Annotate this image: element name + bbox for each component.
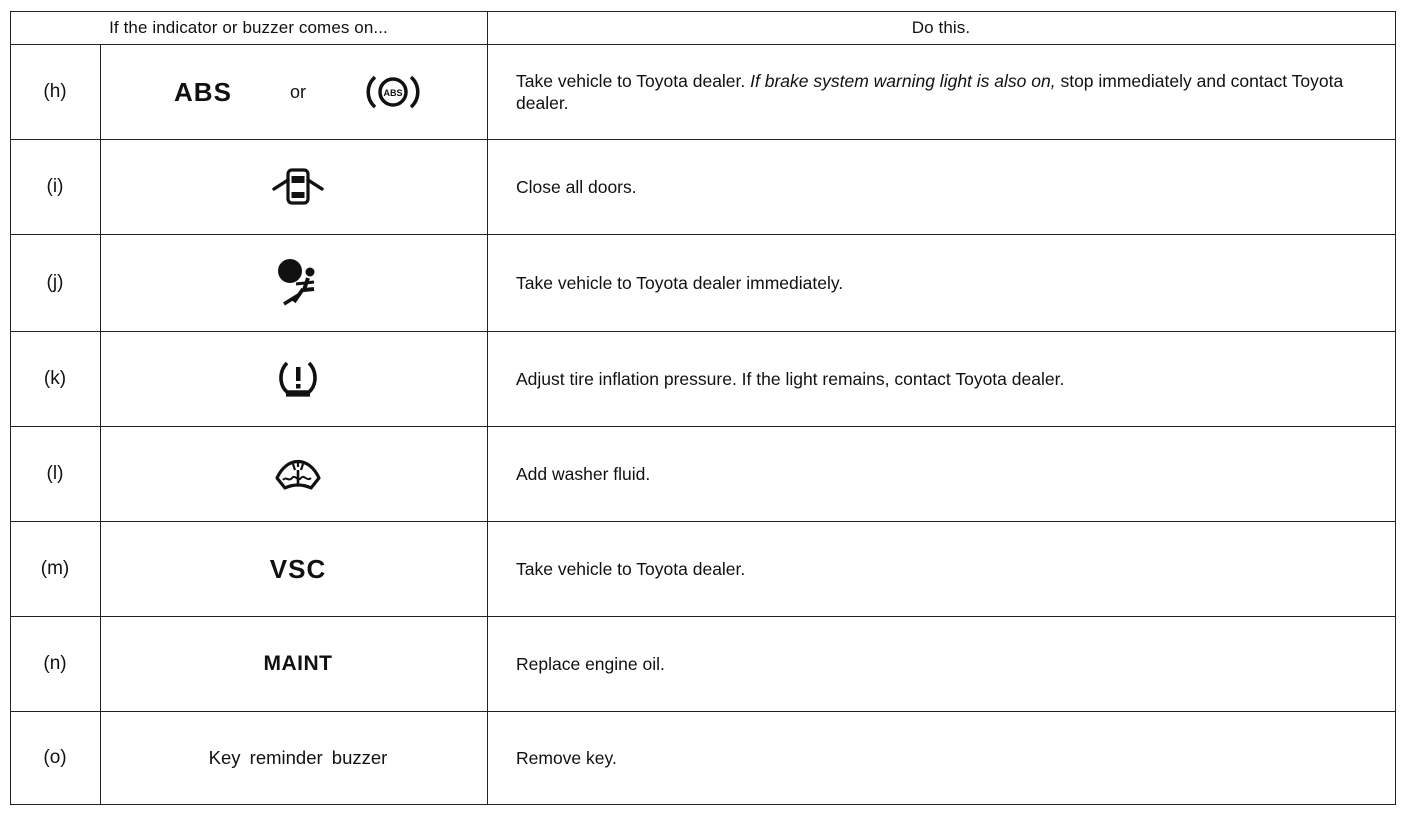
action-text: Adjust tire inflation pressure. If the light remains, contact Toyota dealer.: [516, 369, 1065, 389]
indicator-cell: [100, 45, 496, 139]
action-text-rest: stop immediately and contact Toyota dealer.: [516, 71, 1344, 113]
indicator-cell: [100, 712, 496, 804]
action-text: Close all doors.: [516, 177, 637, 197]
indicator-cell: [100, 617, 496, 711]
table-row-m: [10, 522, 1396, 616]
indicator-cell: [100, 427, 496, 521]
row-code: (h): [43, 81, 67, 102]
action-text: Replace engine oil.: [516, 654, 665, 674]
row-code: (n): [43, 653, 67, 674]
action-text-italic: If brake system warning light is also on,: [750, 71, 1056, 91]
row-code: (i): [46, 176, 64, 197]
table-row-i: [10, 140, 1396, 234]
row-code: (l): [46, 463, 64, 484]
table-row-n: [10, 617, 1396, 711]
vsc-text-indicator: VSC: [269, 553, 327, 584]
action-text: Remove key.: [516, 748, 617, 768]
airbag-warning-icon: [274, 258, 322, 308]
tire-pressure-icon: [277, 359, 319, 399]
key-reminder-text: Key reminder buzzer: [208, 747, 388, 768]
action-text: Add washer fluid.: [516, 464, 651, 484]
table-row-k: [10, 332, 1396, 426]
row-code: (m): [40, 558, 70, 579]
action-text: Take vehicle to Toyota dealer immediately.: [516, 273, 844, 293]
action-text: [516, 45, 1372, 139]
indicator-column-header: If the indicator or buzzer comes on...: [109, 18, 388, 37]
action-text: Take vehicle to Toyota dealer.: [516, 559, 746, 579]
indicator-cell: [100, 332, 496, 426]
abs-circle-warning-icon: [364, 71, 422, 113]
abs-text-indicator: ABS: [174, 76, 232, 107]
maint-text-indicator: MAINT: [263, 652, 333, 675]
table-row-o: [10, 712, 1396, 804]
action-text-part: Take vehicle to Toyota dealer.: [516, 71, 746, 91]
indicator-cell: [100, 140, 496, 234]
indicator-cell: [100, 235, 496, 331]
row-code: (j): [46, 272, 64, 293]
row-code: (k): [43, 368, 67, 389]
table-row-h: [10, 45, 1396, 139]
table-row-l: [10, 427, 1396, 521]
or-connector: or: [289, 81, 306, 102]
table-bottom-border: [10, 804, 1396, 805]
washer-fluid-icon: [273, 454, 323, 494]
row-code: (o): [43, 747, 67, 768]
table-row-j: [10, 235, 1396, 331]
abs-icon-label: ABS: [383, 88, 403, 98]
action-column-header: Do this.: [911, 18, 971, 37]
indicator-cell: [100, 522, 496, 616]
door-open-icon: [270, 167, 326, 207]
